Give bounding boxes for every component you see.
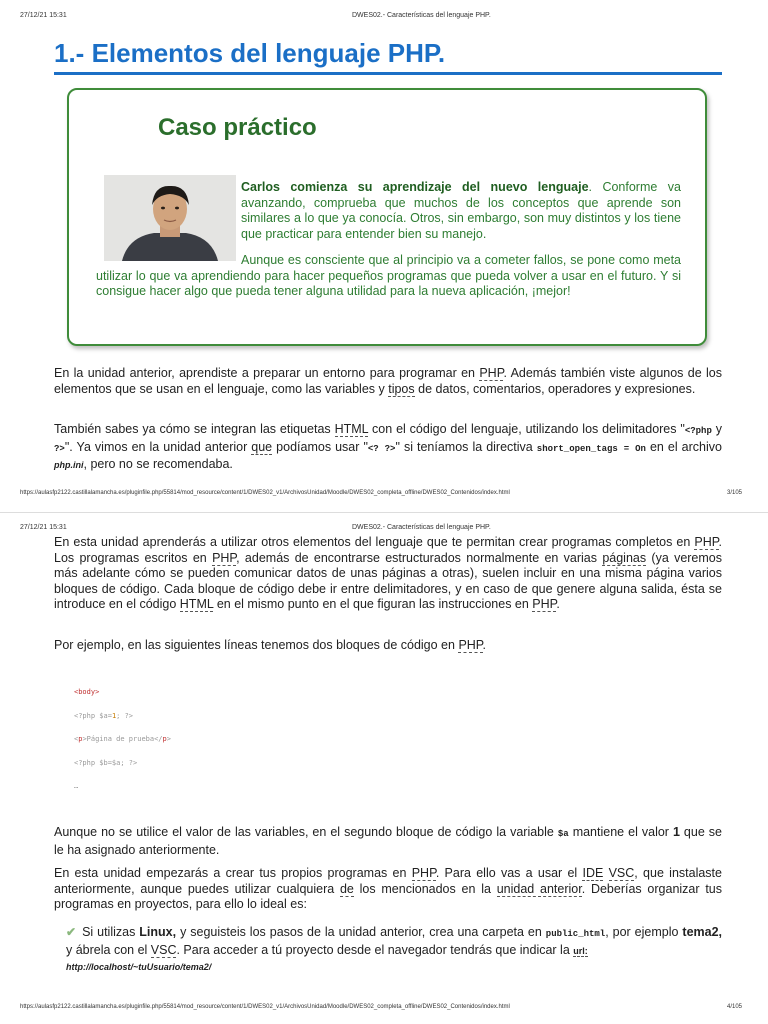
ide-abbr[interactable]: IDE: [582, 866, 604, 880]
text-run: podíamos usar ": [272, 439, 368, 454]
case-lead: Carlos comienza su aprendizaje del nuevo lenguaje: [241, 180, 589, 194]
text-run: Por ejemplo, en las siguientes líneas tenemos dos bloques de código en: [54, 638, 459, 652]
section-title: 1.- Elementos del lenguaje PHP.: [54, 38, 446, 68]
unidad-anterior-link[interactable]: unidad anterior: [496, 881, 582, 896]
code-line-5: …: [74, 782, 79, 790]
text-run: que se le ha asignado anteriormente.: [54, 825, 722, 857]
text-run: . Para ello vas a usar el: [435, 866, 583, 880]
check-icon: ✔: [66, 925, 77, 939]
page2-paragraph-1: [54, 535, 722, 613]
text-run: . Deberías organizar tus programas en proyectos, para ello lo ideal es:: [54, 881, 722, 911]
page1-paragraph-2: [54, 422, 722, 474]
carlos-photo: [104, 175, 236, 261]
page2-header-date: 27/12/21 15:31: [20, 524, 67, 531]
text-run: con el código del lenguaje, utilizando los delimitadores ": [368, 422, 685, 436]
text-run: y seguisteis los pasos de la unidad anterior, crea una carpeta en: [176, 925, 546, 939]
text-run: y: [711, 422, 722, 436]
variable-a: $a: [557, 829, 569, 839]
vsc-abbr[interactable]: VSC: [608, 866, 635, 880]
code-token: <: [74, 735, 79, 743]
php-ini-file: php.ini: [54, 460, 84, 470]
text-run: en el archivo: [645, 439, 722, 454]
page2-footer-page: 4/105: [727, 1004, 743, 1010]
code-line-1: [74, 688, 99, 696]
code-token: p: [162, 735, 167, 743]
tema2-label: tema2,: [682, 925, 723, 939]
text-run: (ya veremos más adelante cómo se pueden comunicar datos de unas páginas a otras), suelen incluir en una misma página varios bloques de código. Cada bloque de código debe ir entre delimitadores, y en caso de que genere alguna salida, ésta se introduce en el código: [54, 550, 722, 611]
text-run: ". Ya vimos en la unidad anterior: [64, 439, 252, 454]
page2-header-title: DWES02.- Características del lenguaje PHP.: [352, 524, 491, 531]
text-run: También sabes ya cómo se integran las etiquetas: [54, 422, 335, 436]
tipos-glossary-link[interactable]: tipos: [388, 381, 415, 396]
page1-header-title: DWES02.- Características del lenguaje PHP.: [352, 12, 491, 19]
php-abbr[interactable]: PHP: [212, 550, 237, 565]
page1-footer-url: https://aulasfp2122.castillalamancha.es/pluginfile.php/55814/mod_resource/content/1/DWES02_v1/ArchivosUnidad/Moodle/DWES02_completa_offline/DWES02_Contenidos/index.html: [20, 490, 510, 496]
case-paragraph-2: Aunque es consciente que al principio va a cometer fallos, se pone como meta utilizar lo que va aprendiendo para hacer pequeños programas que pueda volver a usar en el futuro. Y si consigue hacer algo que pueda tener alguna utilidad para la nueva aplicación, ¡mejor!: [96, 253, 681, 298]
short-open-tags-directive: short_open_tags = On: [536, 443, 646, 454]
text-run: , por ejemplo: [605, 925, 683, 939]
text-run: los mencionados en la: [353, 881, 497, 896]
code-line-3: [74, 735, 171, 743]
code-token: Página de prueba: [86, 735, 155, 743]
php-open-delimiter: <?php: [684, 426, 712, 436]
page1-header-date: 27/12/21 15:31: [20, 12, 67, 19]
case-paragraph-1-text: . Conforme va avanzando, comprueba que muchos de los conceptos que aprende son similares a lo que ya conocía. Otros, sin embargo, son muy distintos y los tiene que practicar para entender bien su manejo.: [241, 180, 681, 241]
php-abbr[interactable]: PHP: [532, 597, 557, 611]
page-separator: [0, 512, 768, 513]
title-underline: [54, 72, 722, 75]
text-run: En la unidad anterior, aprendiste a preparar un entorno para programar en: [54, 366, 480, 380]
text-run: .: [482, 638, 487, 652]
code-token: p: [78, 735, 83, 743]
localhost-url: http://localhost/~tuUsuario/tema2/: [66, 962, 212, 972]
text-run: . Para acceder a tú proyecto desde el navegador tendrás que indicar la: [176, 942, 574, 957]
php-abbr[interactable]: PHP: [694, 535, 719, 549]
text-run: en el mismo punto en el que figuran las instrucciones en: [213, 597, 533, 611]
text-run: de datos, comentarios, operadores y expresiones.: [414, 381, 696, 396]
vsc-abbr[interactable]: VSC: [150, 942, 177, 957]
code-line-4: <?php $b=$a; ?>: [74, 759, 138, 767]
linux-bullet-item: [66, 925, 722, 976]
short-delimiter: <? ?>: [367, 443, 396, 454]
text-run: En esta unidad empezarás a crear tus propios programas en: [54, 866, 412, 880]
code-token: >: [166, 735, 171, 743]
linux-label: Linux,: [139, 925, 177, 939]
text-run: Aunque no se utilice el valor de las variables, en el segundo bloque de código la variable: [54, 825, 558, 839]
text-run: , además de encontrarse estructurados normalmente en varias: [236, 550, 603, 565]
text-run: " si teníamos la directiva: [395, 439, 537, 454]
de-glossary-link[interactable]: de: [339, 881, 354, 896]
php-abbr[interactable]: PHP: [458, 638, 483, 652]
text-run: . Los programas escritos en: [54, 535, 722, 565]
page2-paragraph-4: [54, 866, 722, 913]
page2-footer-url: https://aulasfp2122.castillalamancha.es/pluginfile.php/55814/mod_resource/content/1/DWES02_v1/ArchivosUnidad/Moodle/DWES02_completa_offline/DWES02_Contenidos/index.html: [20, 1004, 510, 1010]
text-run: . Además también viste algunos de los elementos que se usan en el lenguaje, como las variables y: [54, 366, 722, 396]
code-token: </: [154, 735, 163, 743]
case-title: Caso práctico: [158, 114, 317, 141]
text-run: mantiene el valor: [568, 825, 673, 839]
page2-paragraph-2: [54, 638, 722, 654]
text-run: y ábrela con el: [66, 942, 151, 957]
code-token: >: [95, 688, 100, 696]
url-abbr[interactable]: url:: [573, 945, 588, 956]
page1-footer-page: 3/105: [727, 490, 743, 496]
case-practice-box: [67, 88, 707, 346]
text-run: .: [556, 597, 560, 611]
php-abbr[interactable]: PHP: [411, 866, 436, 880]
code-token: ; ?>: [116, 712, 134, 720]
page2-paragraph-3: [54, 825, 722, 858]
code-token: >: [82, 735, 87, 743]
code-token: <?php $a=: [74, 712, 112, 720]
code-token: <: [74, 688, 79, 696]
text-run: [603, 866, 608, 880]
case-paragraph-1: [241, 180, 681, 242]
value-one: 1: [672, 825, 680, 839]
html-abbr[interactable]: HTML: [334, 422, 369, 436]
code-token: 1: [111, 712, 117, 720]
code-token: body: [78, 688, 96, 696]
code-line-2: [74, 712, 133, 720]
text-run: En esta unidad aprenderás a utilizar otros elementos del lenguaje que te permitan crear programas completos en: [54, 535, 695, 549]
que-glossary-link[interactable]: que: [251, 439, 273, 454]
paginas-glossary-link[interactable]: páginas: [602, 550, 647, 565]
php-abbr[interactable]: PHP: [479, 366, 504, 380]
php-close-delimiter: ?>: [54, 443, 65, 454]
page1-paragraph-1: [54, 366, 722, 397]
text-run: , pero no se recomendaba.: [83, 457, 233, 471]
text-run: Si utilizas: [82, 925, 140, 939]
text-run: , que instalaste anteriormente, aunque puedes utilizar cualquiera: [54, 866, 722, 896]
html-abbr[interactable]: HTML: [179, 597, 214, 611]
public-html-dir: public_html: [545, 929, 606, 939]
